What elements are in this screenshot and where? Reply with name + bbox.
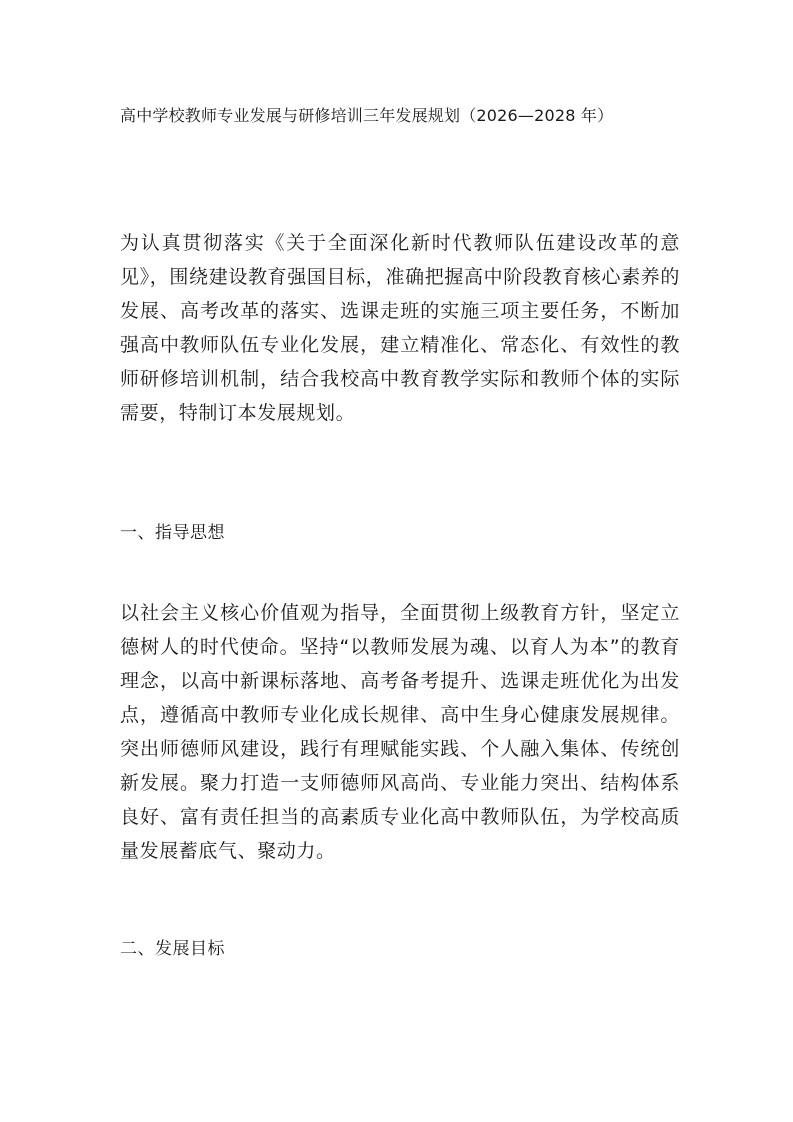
intro-paragraph: 为认真贯彻落实《关于全面深化新时代教师队伍建设改革的意见》，围绕建设教育强国目标，准确把握高中阶段教育核心素养的发展、高考改革的落实、选课走班的实施三项主要任务，不断加强高中教师队伍专业化发展，建立精准化、常态化、有效性的教师研修培训机制，结合我校高中教育教学实际和教师个体的实际需要，特制订本发展规划。 <box>120 232 680 424</box>
document-title: 高中学校教师专业发展与研修培训三年发展规划（2026—2028 年） <box>120 106 614 125</box>
section-heading-development-goals: 二、发展目标 <box>120 939 225 959</box>
section-body-guiding-ideology: 以社会主义核心价值观为指导，全面贯彻上级教育方针，坚定立德树人的时代使命。坚持“以教师发展为魂、以育人为本”的教育理念，以高中新课标落地、高考备考提升、选课走班优化为出发点，遵循高中教师专业化成长规律、高中生身心健康发展规律。突出师德师风建设，践行有理赋能实践、个人融入集体、传统创新发展。聚力打造一支师德师风高尚、专业能力突出、结构体系良好、富有责任担当的高素质专业化高中教师队伍，为学校高质量发展蓄底气、聚动力。 <box>120 602 680 862</box>
section-heading-guiding-ideology: 一、指导思想 <box>120 523 225 543</box>
